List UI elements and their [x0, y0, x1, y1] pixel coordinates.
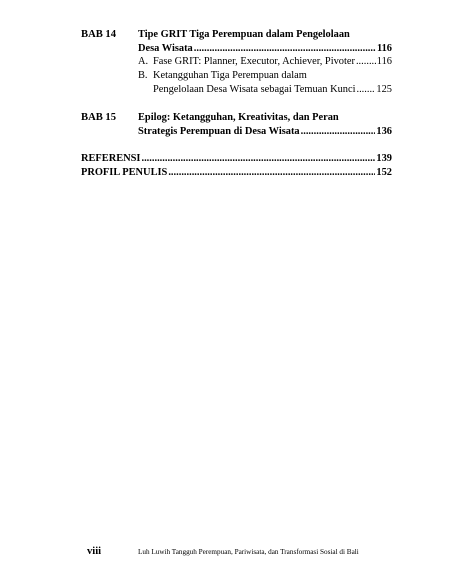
dot-leader	[194, 42, 376, 55]
chapter-14-number: BAB 14	[81, 29, 117, 40]
section-14b-title-line2: Pengelolaan Desa Wisata sebagai Temuan Kunci	[153, 84, 356, 95]
referensi-label: REFERENSI	[81, 153, 141, 164]
section-14a-letter: A.	[138, 56, 149, 67]
section-14b-letter: B.	[138, 70, 148, 81]
section-14a-title: Fase GRIT: Planner, Executor, Achiever, Pivoter	[153, 56, 355, 67]
section-14b-title-line1: Ketangguhan Tiga Perempuan dalam	[153, 70, 307, 81]
chapter-15-title-line1: Epilog: Ketangguhan, Kreativitas, dan Peran	[138, 112, 339, 123]
dot-leader	[301, 125, 376, 138]
referensi-page: 139	[376, 153, 392, 164]
dot-leader	[168, 166, 375, 179]
footer-running-title: Luh Luwih Tangguh Perempuan, Pariwisata, dan Transformasi Sosial di Bali	[138, 548, 359, 556]
section-14b-page: 125	[376, 84, 392, 95]
chapter-14-page: 116	[376, 43, 392, 54]
profil-penulis-page: 152	[376, 167, 392, 178]
section-14a-entry[interactable]	[153, 55, 392, 68]
chapter-15-page: 136	[376, 126, 392, 137]
dot-leader	[356, 55, 376, 68]
chapter-15-entry[interactable]	[138, 125, 392, 138]
dot-leader	[356, 83, 375, 96]
section-14a-page: 116	[376, 56, 392, 67]
profil-penulis-label: PROFIL PENULIS	[81, 167, 168, 178]
footer-page-number: viii	[87, 546, 102, 557]
chapter-15-number: BAB 15	[81, 112, 117, 123]
chapter-14-title-line1: Tipe GRIT Tiga Perempuan dalam Pengelolaan	[138, 29, 350, 40]
referensi-entry[interactable]	[81, 152, 392, 165]
chapter-14-entry[interactable]	[138, 42, 392, 55]
chapter-14-title-line2: Desa Wisata	[138, 43, 193, 54]
dot-leader	[141, 152, 375, 165]
profil-penulis-entry[interactable]	[81, 166, 392, 179]
section-14b-entry[interactable]	[153, 83, 392, 96]
chapter-15-title-line2: Strategis Perempuan di Desa Wisata	[138, 126, 300, 137]
